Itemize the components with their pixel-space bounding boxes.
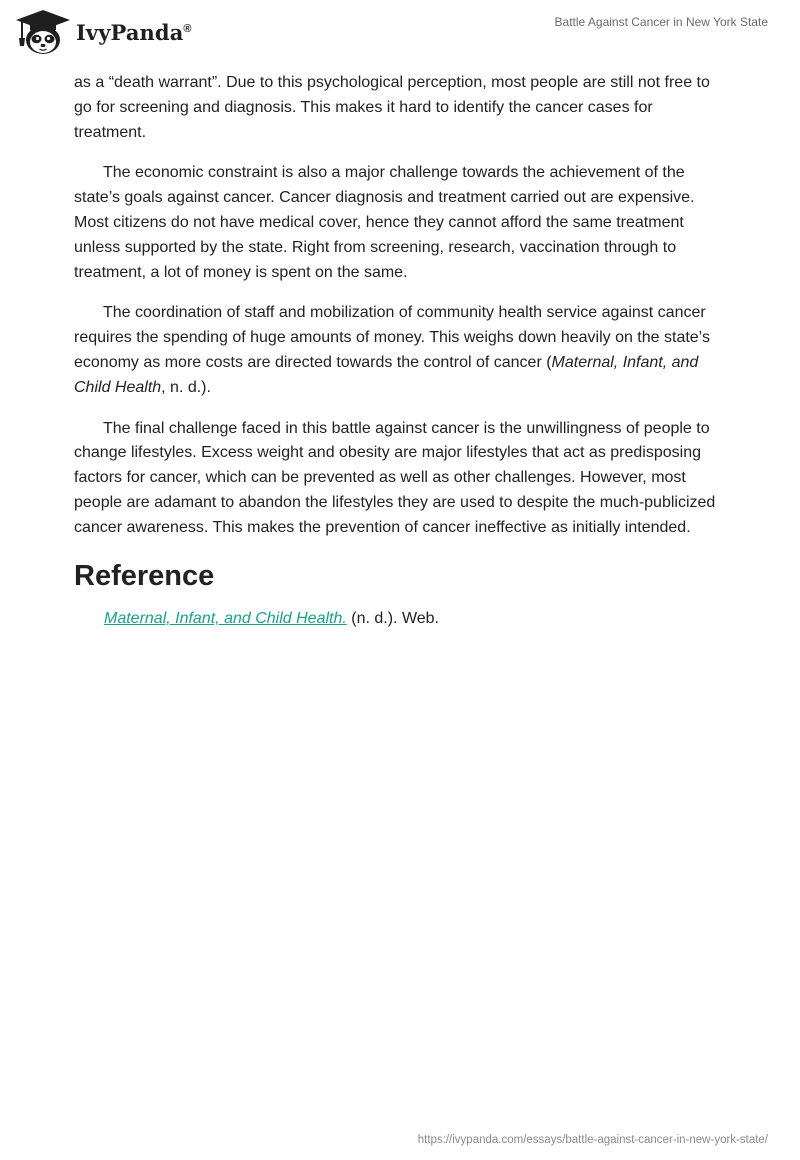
- panda-graduate-icon: [14, 8, 72, 56]
- brand-name: IvyPanda®: [76, 19, 192, 45]
- reference-heading: Reference: [74, 559, 215, 592]
- registered-mark: ®: [183, 22, 192, 35]
- document-title: Battle Against Cancer in New York State: [554, 15, 768, 29]
- paragraph-coordination-costs: [74, 301, 724, 400]
- source-url[interactable]: https://ivypanda.com/essays/battle-against-cancer-in-new-york-state/: [417, 1134, 768, 1146]
- reference-link[interactable]: Maternal, Infant, and Child Health.: [104, 609, 347, 627]
- page-header: [0, 0, 800, 70]
- paragraph-text: The coordination of staff and mobilization of community health service against cancer requires the spending of huge amounts of money. This weighs down heavily on the state’s economy as more costs are directed towards the control of cancer (: [74, 304, 710, 371]
- paragraph-lifestyle-challenge: The final challenge faced in this battle against cancer is the unwillingness of people to change lifestyles. Excess weight and obesity are major lifestyles that act as predisposing factors for cancer, which can be prevented as well as other challenges. However, most people are adamant to abandon the lifestyles they are used to despite the much-publicized cancer awareness. This makes the prevention of cancer ineffective as initially intended.: [74, 419, 716, 536]
- in-text-citation: Maternal, Infant, and Child Health: [74, 353, 699, 396]
- paragraph-continuation: as a “death warrant”. Due to this psychological perception, most people are still not free to go for screening and diagnosis. This makes it hard to identify the cancer cases for treatment.: [74, 74, 710, 141]
- essay-body: [74, 71, 724, 631]
- reference-suffix: (n. d.). Web.: [346, 609, 439, 627]
- paragraph-economic-constraint: The economic constraint is also a major challenge towards the achievement of the state’s goals against cancer. Cancer diagnosis and treatment carried out are expensive. Most citizens do not have medical cover, hence they cannot afford the same treatment unless supported by the state. Right from screening, research, vaccination through to treatment, a lot of money is spent on the same.: [74, 164, 695, 281]
- citation-suffix: , n. d.).: [161, 378, 211, 396]
- reference-entry: [104, 607, 724, 632]
- ivypanda-logo[interactable]: [14, 8, 192, 56]
